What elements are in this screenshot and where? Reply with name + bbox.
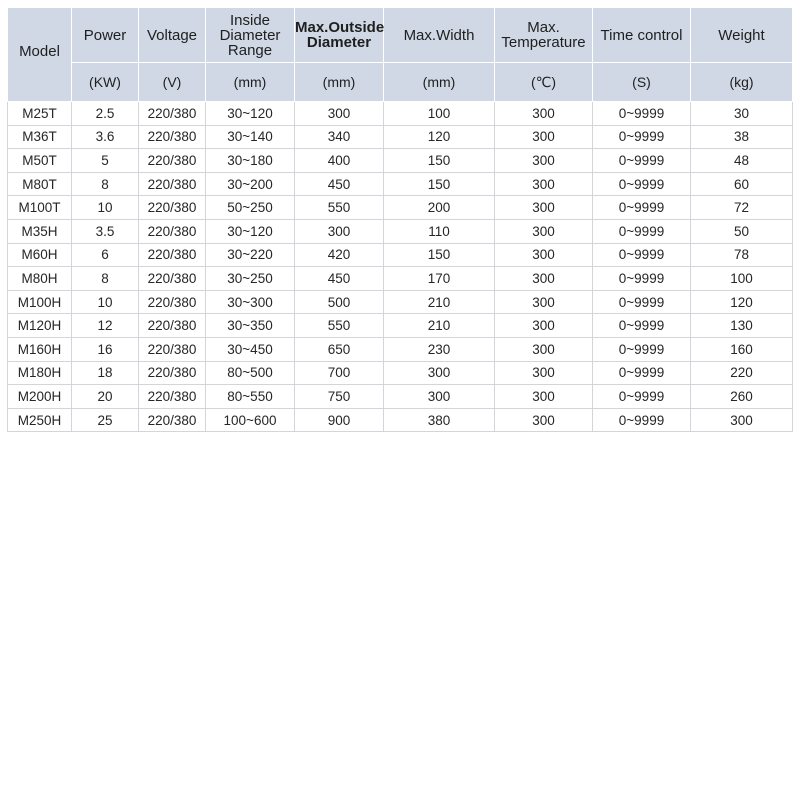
cell-model: M50T bbox=[8, 149, 72, 173]
cell-inside-diameter: 30~120 bbox=[206, 102, 295, 126]
table-row bbox=[8, 385, 793, 409]
header-model: Model bbox=[8, 8, 72, 102]
cell-outside-diameter: 300 bbox=[295, 102, 384, 126]
cell-power: 8 bbox=[72, 267, 139, 291]
header-names-row bbox=[8, 8, 793, 63]
cell-max-width: 300 bbox=[384, 361, 495, 385]
table-header bbox=[8, 8, 793, 102]
header-voltage: Voltage bbox=[139, 8, 206, 63]
cell-max-width: 300 bbox=[384, 385, 495, 409]
cell-weight: 50 bbox=[691, 219, 793, 243]
cell-weight: 60 bbox=[691, 172, 793, 196]
cell-power: 6 bbox=[72, 243, 139, 267]
unit-inside-diameter: (mm) bbox=[206, 63, 295, 102]
cell-inside-diameter: 30~450 bbox=[206, 337, 295, 361]
cell-power: 3.6 bbox=[72, 125, 139, 149]
cell-model: M100H bbox=[8, 290, 72, 314]
cell-inside-diameter: 80~550 bbox=[206, 385, 295, 409]
cell-voltage: 220/380 bbox=[139, 125, 206, 149]
cell-inside-diameter: 100~600 bbox=[206, 408, 295, 432]
cell-max-width: 380 bbox=[384, 408, 495, 432]
cell-weight: 130 bbox=[691, 314, 793, 338]
cell-time-control: 0~9999 bbox=[593, 125, 691, 149]
cell-inside-diameter: 30~180 bbox=[206, 149, 295, 173]
cell-max-width: 120 bbox=[384, 125, 495, 149]
cell-inside-diameter: 30~350 bbox=[206, 314, 295, 338]
cell-model: M80H bbox=[8, 267, 72, 291]
cell-model: M25T bbox=[8, 102, 72, 126]
cell-outside-diameter: 700 bbox=[295, 361, 384, 385]
cell-time-control: 0~9999 bbox=[593, 408, 691, 432]
cell-max-width: 210 bbox=[384, 290, 495, 314]
table-row bbox=[8, 314, 793, 338]
cell-time-control: 0~9999 bbox=[593, 361, 691, 385]
cell-voltage: 220/380 bbox=[139, 290, 206, 314]
cell-power: 20 bbox=[72, 385, 139, 409]
table-body bbox=[8, 102, 793, 432]
cell-max-temperature: 300 bbox=[495, 243, 593, 267]
cell-weight: 30 bbox=[691, 102, 793, 126]
cell-power: 16 bbox=[72, 337, 139, 361]
cell-max-temperature: 300 bbox=[495, 196, 593, 220]
cell-outside-diameter: 500 bbox=[295, 290, 384, 314]
cell-time-control: 0~9999 bbox=[593, 196, 691, 220]
cell-weight: 72 bbox=[691, 196, 793, 220]
table-row bbox=[8, 102, 793, 126]
table-row bbox=[8, 125, 793, 149]
unit-weight: (kg) bbox=[691, 63, 793, 102]
cell-max-width: 150 bbox=[384, 149, 495, 173]
table-row bbox=[8, 267, 793, 291]
unit-max-width: (mm) bbox=[384, 63, 495, 102]
cell-voltage: 220/380 bbox=[139, 361, 206, 385]
cell-model: M120H bbox=[8, 314, 72, 338]
table-row bbox=[8, 408, 793, 432]
cell-model: M200H bbox=[8, 385, 72, 409]
cell-max-temperature: 300 bbox=[495, 219, 593, 243]
cell-power: 5 bbox=[72, 149, 139, 173]
header-max-temperature: Max. Temperature bbox=[495, 8, 593, 63]
cell-power: 12 bbox=[72, 314, 139, 338]
cell-max-temperature: 300 bbox=[495, 125, 593, 149]
cell-power: 10 bbox=[72, 196, 139, 220]
table-row bbox=[8, 243, 793, 267]
cell-time-control: 0~9999 bbox=[593, 102, 691, 126]
header-weight: Weight bbox=[691, 8, 793, 63]
cell-weight: 120 bbox=[691, 290, 793, 314]
cell-power: 2.5 bbox=[72, 102, 139, 126]
cell-model: M100T bbox=[8, 196, 72, 220]
cell-inside-diameter: 30~120 bbox=[206, 219, 295, 243]
cell-inside-diameter: 30~220 bbox=[206, 243, 295, 267]
cell-voltage: 220/380 bbox=[139, 149, 206, 173]
cell-max-temperature: 300 bbox=[495, 149, 593, 173]
cell-voltage: 220/380 bbox=[139, 196, 206, 220]
cell-weight: 38 bbox=[691, 125, 793, 149]
cell-model: M180H bbox=[8, 361, 72, 385]
cell-outside-diameter: 900 bbox=[295, 408, 384, 432]
table-row bbox=[8, 219, 793, 243]
cell-outside-diameter: 300 bbox=[295, 219, 384, 243]
cell-inside-diameter: 30~300 bbox=[206, 290, 295, 314]
cell-weight: 48 bbox=[691, 149, 793, 173]
cell-max-width: 150 bbox=[384, 172, 495, 196]
header-units-row bbox=[8, 63, 793, 102]
table-row bbox=[8, 172, 793, 196]
cell-time-control: 0~9999 bbox=[593, 267, 691, 291]
cell-max-width: 100 bbox=[384, 102, 495, 126]
cell-voltage: 220/380 bbox=[139, 408, 206, 432]
cell-outside-diameter: 340 bbox=[295, 125, 384, 149]
cell-inside-diameter: 80~500 bbox=[206, 361, 295, 385]
cell-max-temperature: 300 bbox=[495, 361, 593, 385]
cell-time-control: 0~9999 bbox=[593, 337, 691, 361]
header-power: Power bbox=[72, 8, 139, 63]
header-time-control: Time control bbox=[593, 8, 691, 63]
cell-max-width: 150 bbox=[384, 243, 495, 267]
cell-outside-diameter: 550 bbox=[295, 196, 384, 220]
cell-max-temperature: 300 bbox=[495, 102, 593, 126]
unit-voltage: (V) bbox=[139, 63, 206, 102]
cell-weight: 100 bbox=[691, 267, 793, 291]
cell-max-temperature: 300 bbox=[495, 290, 593, 314]
cell-voltage: 220/380 bbox=[139, 219, 206, 243]
cell-weight: 220 bbox=[691, 361, 793, 385]
cell-model: M36T bbox=[8, 125, 72, 149]
table-row bbox=[8, 149, 793, 173]
cell-voltage: 220/380 bbox=[139, 102, 206, 126]
header-outside-diameter: Max.Outside Diameter bbox=[295, 8, 384, 63]
cell-max-width: 110 bbox=[384, 219, 495, 243]
unit-power: (KW) bbox=[72, 63, 139, 102]
header-inside-diameter: Inside Diameter Range bbox=[206, 8, 295, 63]
cell-time-control: 0~9999 bbox=[593, 243, 691, 267]
cell-time-control: 0~9999 bbox=[593, 385, 691, 409]
cell-time-control: 0~9999 bbox=[593, 172, 691, 196]
cell-outside-diameter: 750 bbox=[295, 385, 384, 409]
cell-voltage: 220/380 bbox=[139, 385, 206, 409]
cell-time-control: 0~9999 bbox=[593, 149, 691, 173]
cell-max-width: 230 bbox=[384, 337, 495, 361]
cell-max-temperature: 300 bbox=[495, 314, 593, 338]
cell-model: M35H bbox=[8, 219, 72, 243]
cell-weight: 78 bbox=[691, 243, 793, 267]
unit-outside-diameter: (mm) bbox=[295, 63, 384, 102]
cell-model: M250H bbox=[8, 408, 72, 432]
table-row bbox=[8, 361, 793, 385]
cell-model: M60H bbox=[8, 243, 72, 267]
cell-max-temperature: 300 bbox=[495, 408, 593, 432]
cell-outside-diameter: 400 bbox=[295, 149, 384, 173]
cell-voltage: 220/380 bbox=[139, 267, 206, 291]
cell-weight: 260 bbox=[691, 385, 793, 409]
cell-time-control: 0~9999 bbox=[593, 314, 691, 338]
cell-weight: 300 bbox=[691, 408, 793, 432]
cell-model: M160H bbox=[8, 337, 72, 361]
cell-max-width: 200 bbox=[384, 196, 495, 220]
cell-outside-diameter: 650 bbox=[295, 337, 384, 361]
cell-time-control: 0~9999 bbox=[593, 290, 691, 314]
cell-voltage: 220/380 bbox=[139, 314, 206, 338]
unit-max-temperature: (℃) bbox=[495, 63, 593, 102]
cell-power: 25 bbox=[72, 408, 139, 432]
table-row bbox=[8, 337, 793, 361]
cell-max-temperature: 300 bbox=[495, 267, 593, 291]
cell-inside-diameter: 50~250 bbox=[206, 196, 295, 220]
cell-power: 10 bbox=[72, 290, 139, 314]
cell-outside-diameter: 450 bbox=[295, 172, 384, 196]
unit-time-control: (S) bbox=[593, 63, 691, 102]
header-max-width: Max.Width bbox=[384, 8, 495, 63]
cell-max-width: 210 bbox=[384, 314, 495, 338]
cell-inside-diameter: 30~200 bbox=[206, 172, 295, 196]
cell-power: 3.5 bbox=[72, 219, 139, 243]
cell-outside-diameter: 550 bbox=[295, 314, 384, 338]
cell-weight: 160 bbox=[691, 337, 793, 361]
cell-inside-diameter: 30~140 bbox=[206, 125, 295, 149]
table-row bbox=[8, 290, 793, 314]
cell-power: 18 bbox=[72, 361, 139, 385]
cell-max-temperature: 300 bbox=[495, 172, 593, 196]
cell-voltage: 220/380 bbox=[139, 337, 206, 361]
table-row bbox=[8, 196, 793, 220]
cell-voltage: 220/380 bbox=[139, 172, 206, 196]
cell-max-width: 170 bbox=[384, 267, 495, 291]
cell-max-temperature: 300 bbox=[495, 385, 593, 409]
cell-time-control: 0~9999 bbox=[593, 219, 691, 243]
cell-outside-diameter: 450 bbox=[295, 267, 384, 291]
cell-max-temperature: 300 bbox=[495, 337, 593, 361]
spec-table bbox=[7, 7, 793, 432]
cell-model: M80T bbox=[8, 172, 72, 196]
cell-power: 8 bbox=[72, 172, 139, 196]
cell-inside-diameter: 30~250 bbox=[206, 267, 295, 291]
cell-outside-diameter: 420 bbox=[295, 243, 384, 267]
cell-voltage: 220/380 bbox=[139, 243, 206, 267]
